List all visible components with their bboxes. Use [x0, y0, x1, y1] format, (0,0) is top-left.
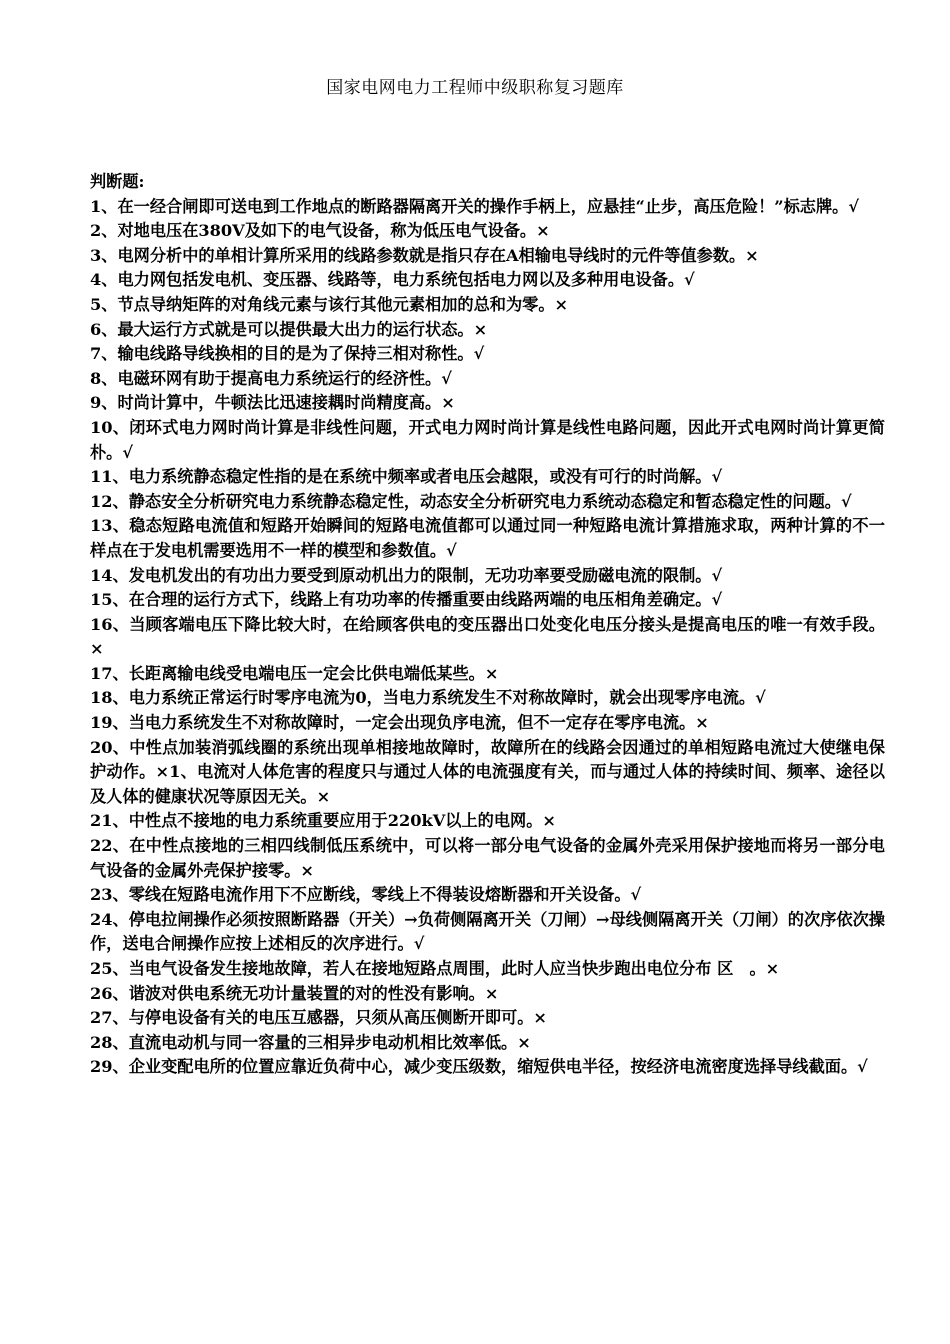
question-item: 23、零线在短路电流作用下不应断线，零线上不得装设熔断器和开关设备。√	[90, 885, 642, 905]
question-item: 5、节点导纳矩阵的对角线元素与该行其他元素相加的总和为零。×	[90, 294, 569, 314]
question-item: 16、当顾客端电压下降比较大时，在给顾客供电的变压器出口处变化电压分接头是提高电压的唯一有效手段。×	[90, 614, 885, 659]
question-item: 4、电力网包括发电机、变压器、线路等，电力系统包括电力网以及多种用电设备。√	[90, 270, 695, 290]
question-item: 19、当电力系统发生不对称故障时，一定会出现负序电流，但不一定存在零序电流。×	[90, 713, 709, 733]
question-item: 12、静态安全分析研究电力系统静态稳定性，动态安全分析研究电力系统动态稳定和暂态稳定性的问题。√	[90, 491, 852, 511]
question-item: 1、在一经合闸即可送电到工作地点的断路器隔离开关的操作手柄上，应悬挂“止步，高压危险！”标志牌。√	[90, 196, 859, 216]
question-item: 17、长距离输电线受电端电压一定会比供电端低某些。×	[90, 663, 499, 683]
question-item: 26、谐波对供电系统无功计量装置的对的性没有影响。×	[90, 983, 499, 1003]
question-item: 11、电力系统静态稳定性指的是在系统中频率或者电压会越限，或没有可行的时尚解。√	[90, 467, 723, 487]
question-item: 21、中性点不接地的电力系统重要应用于220kV以上的电网。×	[90, 811, 556, 831]
question-item: 2、对地电压在380V及如下的电气设备，称为低压电气设备。×	[90, 221, 550, 241]
question-item: 24、停电拉闸操作必须按照断路器（开关）→负荷侧隔离开关（刀闸）→母线侧隔离开关（刀闸）的次序依次操作，送电合闸操作应按上述相反的次序进行。√	[90, 909, 885, 954]
question-item: 8、电磁环网有助于提高电力系统运行的经济性。√	[90, 368, 452, 388]
question-item: 20、中性点加装消弧线圈的系统出现单相接地故障时，故障所在的线路会因通过的单相短路电流过大使继电保护动作。×1、电流对人体危害的程度只与通过人体的电流强度有关，而与通过人体的持续时间、频率、途径以及人体的健康状况等原因无关。×	[90, 737, 885, 806]
question-item: 13、稳态短路电流值和短路开始瞬间的短路电流值都可以通过同一种短路电流计算措施求取，两种计算的不一样点在于发电机需要选用不一样的模型和参数值。√	[90, 516, 885, 560]
document-body	[90, 170, 885, 1080]
question-item: 27、与停电设备有关的电压互感器，只须从高压侧断开即可。×	[90, 1008, 547, 1028]
question-item: 7、输电线路导线换相的目的是为了保持三相对称性。√	[90, 344, 485, 364]
question-list	[90, 195, 885, 1080]
question-item: 6、最大运行方式就是可以提供最大出力的运行状态。×	[90, 319, 488, 339]
question-item: 10、闭环式电力网时尚计算是非线性问题，开式电力网时尚计算是线性电路问题，因此开式电网时尚计算更简朴。√	[90, 417, 885, 462]
question-item: 15、在合理的运行方式下，线路上有功功率的传播重要由线路两端的电压相角差确定。√	[90, 590, 723, 610]
question-item: 28、直流电动机与同一容量的三相异步电动机相比效率低。×	[90, 1032, 531, 1052]
question-item: 14、发电机发出的有功出力要受到原动机出力的限制，无功功率要受励磁电流的限制。√	[90, 565, 723, 585]
document-title: 国家电网电力工程师中级职称复习题库	[326, 78, 624, 98]
question-item: 9、时尚计算中，牛顿法比迅速接耦时尚精度高。×	[90, 393, 455, 413]
question-item: 18、电力系统正常运行时零序电流为0，当电力系统发生不对称故障时，就会出现零序电流。√	[90, 688, 766, 708]
question-item: 3、电网分析中的单相计算所采用的线路参数就是指只存在A相输电导线时的元件等值参数。×	[90, 245, 759, 265]
question-item: 29、企业变配电所的位置应靠近负荷中心，减少变压级数，缩短供电半径，按经济电流密度选择导线截面。√	[90, 1057, 868, 1077]
section-label: 判断题:	[90, 172, 145, 191]
question-item: 25、当电气设备发生接地故障，若人在接地短路点周围，此时人应当快步跑出电位分布 区 。×	[90, 959, 780, 978]
question-item: 22、在中性点接地的三相四线制低压系统中，可以将一部分电气设备的金属外壳采用保护接地而将另一部分电气设备的金属外壳保护接零。×	[90, 836, 885, 880]
